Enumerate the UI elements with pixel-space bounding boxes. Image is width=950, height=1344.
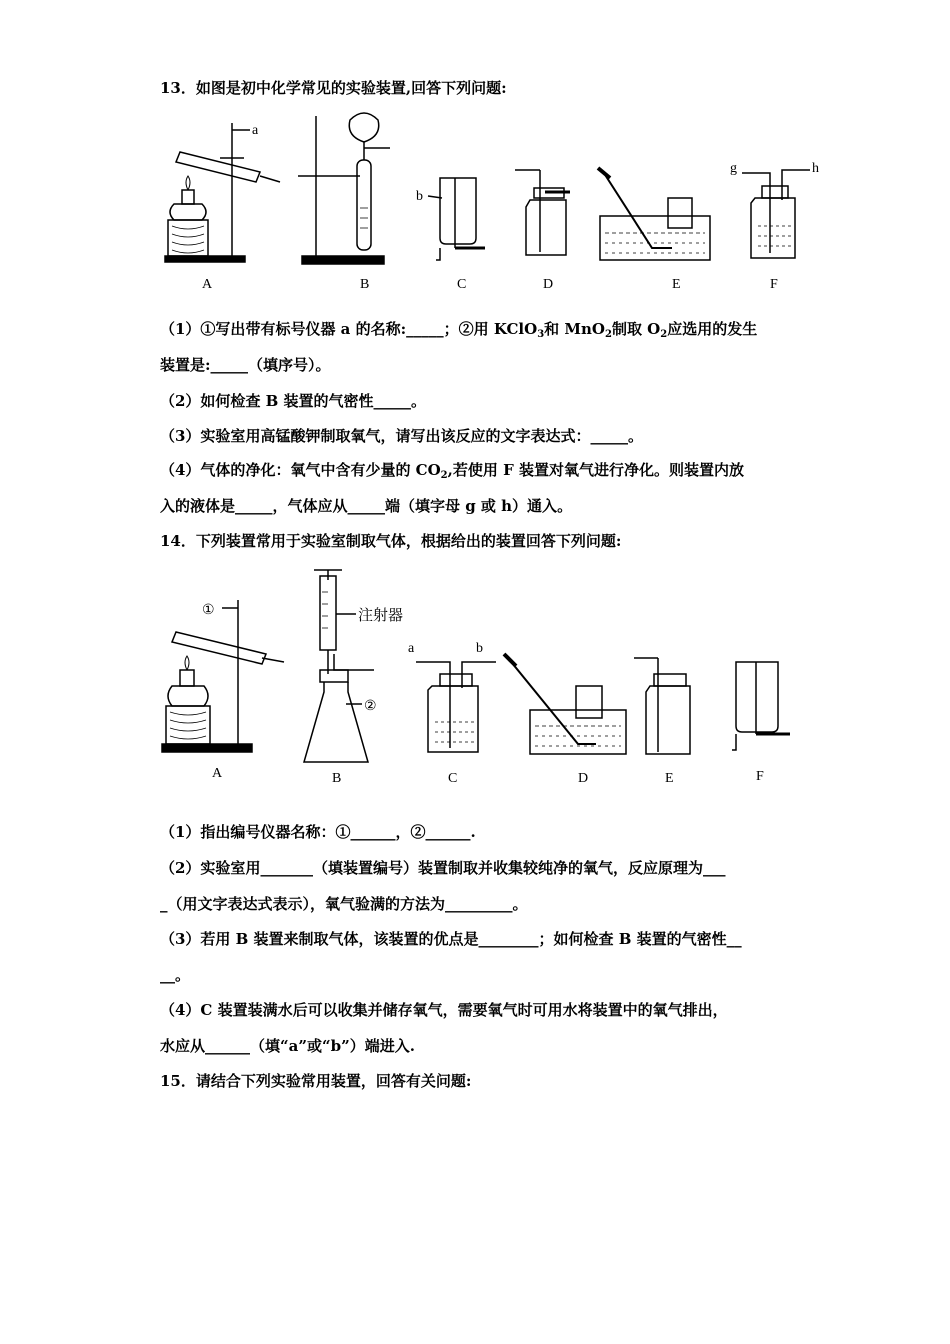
q14-apparatus-e xyxy=(634,658,690,754)
q14-apparatus-c xyxy=(408,641,496,752)
svg-text:b: b xyxy=(476,641,483,656)
q13-apparatus-e xyxy=(598,168,710,260)
fig14-label-b: B xyxy=(332,771,342,786)
q14-title: 14．下列装置常用于实验室制取气体，根据给出的装置回答下列问题: xyxy=(160,532,622,550)
q14-part1: （1）指出编号仪器名称：①______，②______. xyxy=(160,823,476,841)
q14-part3-line2: __。 xyxy=(160,966,191,984)
fig13-label-d: D xyxy=(543,277,554,292)
q13-apparatus-a xyxy=(165,123,280,262)
svg-text:g: g xyxy=(730,161,737,176)
fig13-label-f: F xyxy=(770,277,778,292)
q14-part4-line2: 水应从______（填“a”或“b”）端进入. xyxy=(160,1037,415,1055)
svg-text:①: ① xyxy=(202,603,215,618)
q13-part4-line2: 入的液体是_____，气体应从_____端（填字母 g 或 h）通入。 xyxy=(160,497,573,515)
fig13-label-a: A xyxy=(202,277,213,292)
q14-apparatus-a xyxy=(162,600,284,752)
svg-text:b: b xyxy=(416,189,423,204)
q14-part3-line1: （3）若用 B 装置来制取气体，该装置的优点是________；如何检查 B 装置的气密性__ xyxy=(160,930,742,948)
q13-apparatus-d xyxy=(515,170,570,255)
fig14-label-e: E xyxy=(665,771,674,786)
fig13-label-c: C xyxy=(457,277,467,292)
fig13-label-e: E xyxy=(672,277,681,292)
fig14-label-d: D xyxy=(578,771,589,786)
q13-apparatus-c xyxy=(416,178,485,260)
q15-title: 15．请结合下列实验常用装置，回答有关问题: xyxy=(160,1072,472,1090)
q13-apparatus-figure xyxy=(150,108,830,298)
fig14-label-a: A xyxy=(212,766,223,781)
svg-text:a: a xyxy=(252,123,259,138)
fig14-label-f: F xyxy=(756,769,764,784)
q13-part3: （3）实验室用高锰酸钾制取氧气，请写出该反应的文字表达式：_____。 xyxy=(160,427,643,445)
q13-title: 13．如图是初中化学常见的实验装置,回答下列问题: xyxy=(160,79,507,97)
q13-apparatus-f xyxy=(730,161,819,258)
q14-part2-line1: （2）实验室用_______（填装置编号）装置制取并收集较纯净的氧气，反应原理为___ xyxy=(160,859,726,877)
q13-part1-line2: 装置是:_____（填序号）。 xyxy=(160,356,331,374)
fig14-label-c: C xyxy=(448,771,458,786)
svg-text:②: ② xyxy=(364,699,377,714)
q13-part2: （2）如何检查 B 装置的气密性_____。 xyxy=(160,392,427,410)
q13-part1-line1: （1）①写出带有标号仪器 a 的名称:_____；②用 KClO$_3$和 MnO$_2$制取 $O_2$应选用的发生 xyxy=(160,320,758,340)
svg-text:a: a xyxy=(408,641,415,656)
q13-apparatus-b xyxy=(298,113,390,264)
fig13-label-b: B xyxy=(360,277,370,292)
q14-part4-line1: （4）C 装置装满水后可以收集并储存氧气，需要氧气时可用水将装置中的氧气排出， xyxy=(160,1001,728,1019)
svg-text:h: h xyxy=(812,161,819,176)
svg-text:注射器: 注射器 xyxy=(358,606,404,624)
q14-apparatus-d xyxy=(504,654,626,754)
q14-part2-line2: _（用文字表达式表示），氧气验满的方法为_________。 xyxy=(160,895,528,913)
q13-part4-line1: （4）气体的净化：氧气中含有少量的 $CO_2$,若使用 F 装置对氧气进行净化。则装置内放 xyxy=(160,461,744,481)
q14-apparatus-b xyxy=(304,570,403,762)
q14-apparatus-figure xyxy=(150,562,830,792)
q14-apparatus-f xyxy=(732,662,790,750)
